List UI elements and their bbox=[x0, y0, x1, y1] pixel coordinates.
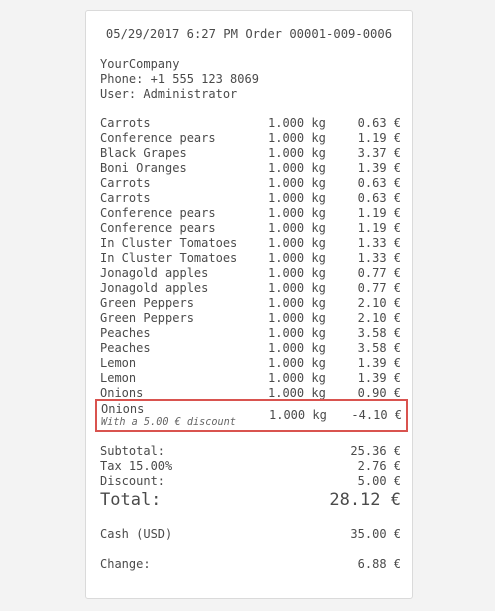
orderline-price: 0.90 € bbox=[357, 386, 401, 400]
tax-row bbox=[100, 459, 401, 474]
orderline-name: In Cluster Tomatoes bbox=[100, 236, 238, 250]
receipt-header: 05/29/2017 6:27 PM Order 00001-009-0006 bbox=[105, 27, 393, 41]
orderline[interactable] bbox=[100, 116, 401, 131]
total-row bbox=[100, 489, 401, 511]
orderline-qty: 1.000 kg bbox=[268, 236, 326, 250]
selected-orderline-price: -4.10 € bbox=[351, 408, 402, 422]
orderline[interactable] bbox=[100, 176, 401, 191]
orderline-price: 1.19 € bbox=[357, 131, 401, 145]
orderline-qty: 1.000 kg bbox=[268, 221, 326, 235]
orderline-price: 1.33 € bbox=[357, 236, 401, 250]
orderline-price: 0.77 € bbox=[357, 281, 401, 295]
orderline-name: Carrots bbox=[100, 176, 151, 190]
orderline-qty: 1.000 kg bbox=[268, 131, 326, 145]
discount-value: 5.00 € bbox=[357, 474, 401, 488]
orderline[interactable] bbox=[100, 311, 401, 326]
company-name: YourCompany bbox=[100, 57, 180, 71]
selected-orderline[interactable] bbox=[95, 399, 408, 432]
orderline[interactable] bbox=[100, 131, 401, 146]
orderline[interactable] bbox=[100, 371, 401, 386]
orderline-name: Boni Oranges bbox=[100, 161, 187, 175]
orderline-qty: 1.000 kg bbox=[268, 116, 326, 130]
orderline-price: 0.63 € bbox=[357, 116, 401, 130]
discount-row bbox=[100, 474, 401, 489]
orderline[interactable] bbox=[100, 236, 401, 251]
orderline-name: Green Peppers bbox=[100, 311, 194, 325]
subtotal-row bbox=[100, 444, 401, 459]
orderline-price: 3.37 € bbox=[357, 146, 401, 160]
orderline[interactable] bbox=[100, 356, 401, 371]
total-label: Total: bbox=[100, 490, 162, 510]
orderline[interactable] bbox=[100, 191, 401, 206]
orderline-price: 3.58 € bbox=[357, 326, 401, 340]
selected-orderline-discount-note: With a 5.00 € discount bbox=[101, 417, 236, 428]
orderline-qty: 1.000 kg bbox=[268, 266, 326, 280]
orderline[interactable] bbox=[100, 326, 401, 341]
orderline-name: Conference pears bbox=[100, 131, 216, 145]
orderline-name: Black Grapes bbox=[100, 146, 187, 160]
orderline-qty: 1.000 kg bbox=[268, 251, 326, 265]
total-value: 28.12 € bbox=[329, 490, 401, 510]
orderline-name: Peaches bbox=[100, 341, 151, 355]
orderline-qty: 1.000 kg bbox=[268, 281, 326, 295]
company-info bbox=[100, 57, 259, 102]
orderline[interactable] bbox=[100, 161, 401, 176]
orderline-price: 1.33 € bbox=[357, 251, 401, 265]
cash-row bbox=[100, 527, 401, 542]
orderline-qty: 1.000 kg bbox=[268, 296, 326, 310]
orderline-price: 2.10 € bbox=[357, 311, 401, 325]
orderline-name: Onions bbox=[100, 386, 144, 400]
receipt-user: User: Administrator bbox=[100, 87, 238, 101]
orderline-qty: 1.000 kg bbox=[268, 371, 326, 385]
orderline-qty: 1.000 kg bbox=[268, 326, 326, 340]
cash-label: Cash (USD) bbox=[100, 527, 173, 541]
orderline-price: 1.19 € bbox=[357, 221, 401, 235]
orderline-name: In Cluster Tomatoes bbox=[100, 251, 238, 265]
orderline-qty: 1.000 kg bbox=[268, 386, 326, 400]
orderline-qty: 1.000 kg bbox=[268, 146, 326, 160]
selected-orderline-qty: 1.000 kg bbox=[269, 408, 327, 422]
orderline-qty: 1.000 kg bbox=[268, 311, 326, 325]
orderline[interactable] bbox=[100, 281, 401, 296]
orderline-qty: 1.000 kg bbox=[268, 356, 326, 370]
orderline-price: 1.19 € bbox=[357, 206, 401, 220]
orderline-name: Conference pears bbox=[100, 206, 216, 220]
receipt bbox=[85, 10, 413, 599]
orderline-price: 1.39 € bbox=[357, 371, 401, 385]
orderline-price: 2.10 € bbox=[357, 296, 401, 310]
orderline-qty: 1.000 kg bbox=[268, 176, 326, 190]
orderline-name: Green Peppers bbox=[100, 296, 194, 310]
orderline-price: 0.63 € bbox=[357, 176, 401, 190]
orderline[interactable] bbox=[100, 146, 401, 161]
orderline-name: Lemon bbox=[100, 356, 137, 370]
tax-value: 2.76 € bbox=[357, 459, 401, 473]
orderline-name: Lemon bbox=[100, 371, 137, 385]
orderline-qty: 1.000 kg bbox=[268, 161, 326, 175]
change-value: 6.88 € bbox=[357, 557, 401, 571]
selected-orderline-name: Onions bbox=[101, 402, 145, 416]
orderline-name: Jonagold apples bbox=[100, 281, 209, 295]
orderline-qty: 1.000 kg bbox=[268, 341, 326, 355]
orderline-name: Conference pears bbox=[100, 221, 216, 235]
change-label: Change: bbox=[100, 557, 151, 571]
cash-value: 35.00 € bbox=[350, 527, 401, 541]
orderline[interactable] bbox=[100, 266, 401, 281]
tax-label: Tax 15.00% bbox=[100, 459, 173, 473]
orderline-name: Jonagold apples bbox=[100, 266, 209, 280]
orderline-name: Carrots bbox=[100, 191, 151, 205]
orderline-qty: 1.000 kg bbox=[268, 206, 326, 220]
orderline[interactable] bbox=[100, 296, 401, 311]
orderline[interactable] bbox=[100, 341, 401, 356]
orderline-price: 0.77 € bbox=[357, 266, 401, 280]
subtotal-value: 25.36 € bbox=[350, 444, 401, 458]
orderline[interactable] bbox=[100, 251, 401, 266]
company-phone: Phone: +1 555 123 8069 bbox=[100, 72, 259, 86]
subtotal-label: Subtotal: bbox=[100, 444, 166, 458]
orderline[interactable] bbox=[100, 206, 401, 221]
orderline[interactable] bbox=[100, 221, 401, 236]
orderline-name: Peaches bbox=[100, 326, 151, 340]
orderline-price: 1.39 € bbox=[357, 161, 401, 175]
discount-label: Discount: bbox=[100, 474, 166, 488]
orderline-price: 3.58 € bbox=[357, 341, 401, 355]
orderline-name: Carrots bbox=[100, 116, 151, 130]
orderline-price: 0.63 € bbox=[357, 191, 401, 205]
change-row bbox=[100, 557, 401, 572]
orderline-qty: 1.000 kg bbox=[268, 191, 326, 205]
orderline-price: 1.39 € bbox=[357, 356, 401, 370]
